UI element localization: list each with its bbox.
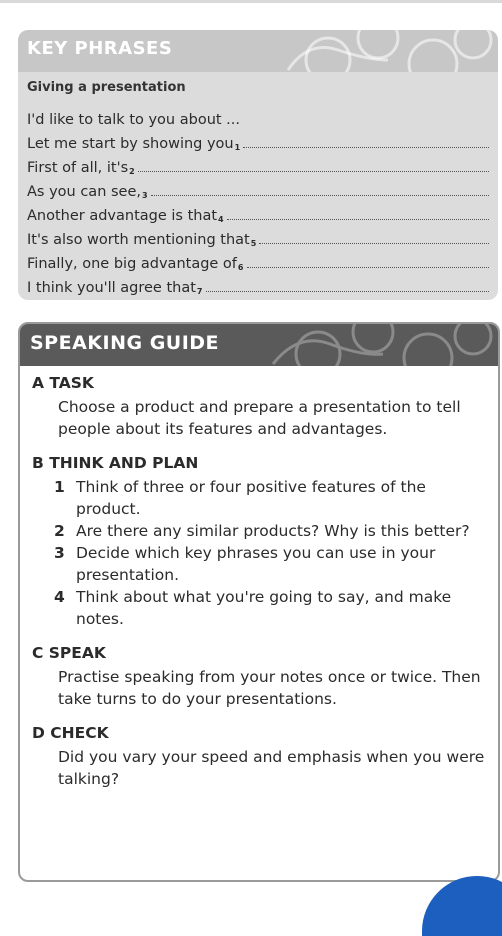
- answer-blank[interactable]: [259, 242, 489, 244]
- key-phrase-text: It's also worth mentioning that: [27, 232, 250, 248]
- plan-item-text: Decide which key phrases you can use in your presentation.: [76, 544, 436, 584]
- plan-item: [54, 520, 488, 542]
- plan-item-number: 1: [54, 478, 65, 496]
- plan-item-text: Think about what you're going to say, and make notes.: [76, 588, 452, 628]
- key-phrase-text: I'd like to talk to you about ...: [27, 112, 241, 128]
- speak-text: Practise speaking from your notes once or twice. Then take turns to do your presentations.: [58, 668, 481, 708]
- key-phrase-line: [27, 104, 489, 128]
- plan-item-text: Think of three or four positive features of the product.: [76, 478, 426, 518]
- swirl-decoration-icon: [258, 324, 498, 366]
- swirl-decoration-icon: [268, 30, 498, 72]
- key-phrase-line: [27, 272, 489, 296]
- key-phrase-line: [27, 152, 489, 176]
- plan-item-number: 4: [54, 588, 65, 606]
- plan-item-text: Are there any similar products? Why is this better?: [76, 522, 470, 540]
- think-plan-heading: B THINK AND PLAN: [32, 454, 199, 472]
- top-divider: [0, 0, 502, 3]
- key-phrase-line: [27, 224, 489, 248]
- task-heading: A TASK: [32, 374, 94, 392]
- answer-blank[interactable]: [206, 290, 490, 292]
- key-phrases-list: [27, 104, 489, 296]
- key-phrase-line: [27, 200, 489, 224]
- answer-blank[interactable]: [151, 194, 489, 196]
- speaking-guide-header: [20, 324, 498, 366]
- answer-blank[interactable]: [247, 266, 490, 268]
- key-phrase-text: First of all, it's: [27, 160, 129, 176]
- task-text: Choose a product and prepare a presentation to tell people about its features and advantages.: [58, 398, 461, 438]
- gap-number: 4: [218, 215, 224, 224]
- corner-decoration: [422, 876, 502, 936]
- check-heading: D CHECK: [32, 724, 109, 742]
- key-phrase-line: [27, 176, 489, 200]
- plan-item-number: 3: [54, 544, 65, 562]
- key-phrase-line: [27, 248, 489, 272]
- key-phrase-text: I think you'll agree that: [27, 280, 196, 296]
- plan-item: [54, 542, 488, 586]
- speak-heading: C SPEAK: [32, 644, 106, 662]
- check-text: Did you vary your speed and emphasis when you were talking?: [58, 748, 485, 788]
- gap-number: 2: [129, 167, 135, 176]
- plan-item: [54, 586, 488, 630]
- gap-number: 6: [237, 263, 244, 272]
- speaking-guide-title: SPEAKING GUIDE: [30, 332, 220, 354]
- answer-blank[interactable]: [243, 146, 489, 148]
- speaking-guide-body: [20, 366, 498, 790]
- speaking-guide-panel: [18, 322, 500, 882]
- answer-blank[interactable]: [138, 170, 489, 172]
- think-plan-list: [20, 476, 498, 630]
- plan-item-number: 2: [54, 522, 65, 540]
- gap-number: 1: [234, 143, 241, 152]
- key-phrase-text: Another advantage is that: [27, 208, 218, 224]
- key-phrases-subtitle: Giving a presentation: [27, 80, 186, 95]
- key-phrase-text: Finally, one big advantage of: [27, 256, 237, 272]
- answer-blank[interactable]: [227, 218, 489, 220]
- gap-number: 5: [250, 239, 257, 248]
- key-phrases-header: [18, 30, 498, 72]
- gap-number: 3: [142, 191, 148, 200]
- plan-item: [54, 476, 488, 520]
- key-phrase-text: As you can see,: [27, 184, 141, 200]
- key-phrase-text: Let me start by showing you: [27, 136, 234, 152]
- gap-number: 7: [196, 287, 203, 296]
- key-phrase-line: [27, 128, 489, 152]
- key-phrases-panel: [18, 30, 498, 300]
- key-phrases-title: KEY PHRASES: [27, 38, 173, 59]
